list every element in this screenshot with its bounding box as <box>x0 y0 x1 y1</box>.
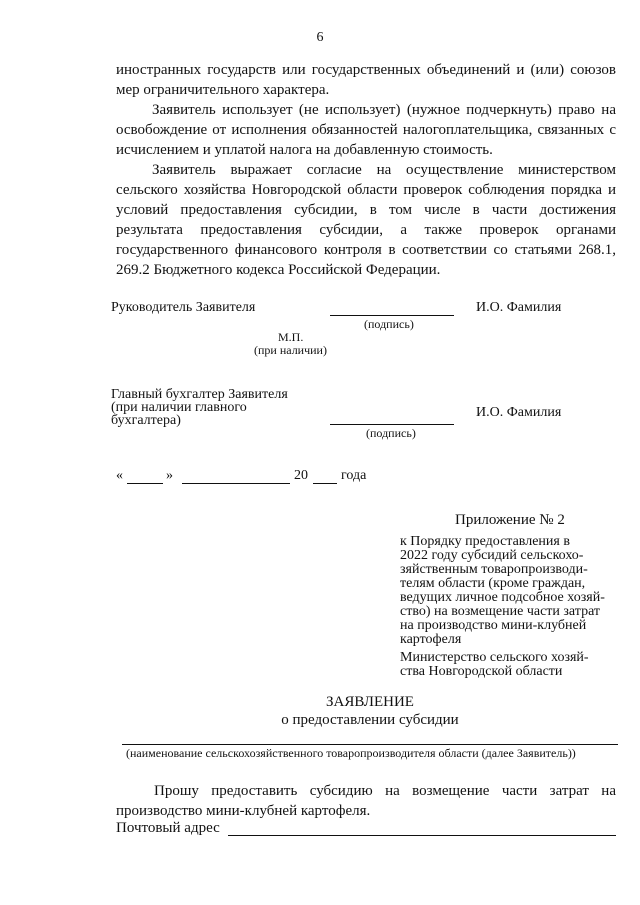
signature-hint: (подпись) <box>366 426 416 440</box>
appendix-order-line: телям области (кроме граждан, <box>400 576 586 591</box>
appendix-order-line: зяйственным товаропроизводи- <box>400 562 588 577</box>
open-quote: « <box>116 468 123 483</box>
appendix-order-line: картофеля <box>400 632 462 647</box>
signer-name: И.О. Фамилия <box>476 300 562 315</box>
month-field[interactable] <box>182 483 290 484</box>
text-line: результата предоставления субсидии, а также проверок органами <box>116 222 616 238</box>
text-line: сельского хозяйства Новгородской области проверок соблюдения порядка и <box>116 182 616 198</box>
appendix-order-line: ство) на возмещение части затрат <box>400 604 601 619</box>
text-line: Заявитель выражает согласие на осуществление министерством <box>152 162 616 178</box>
year-suffix: года <box>341 468 367 483</box>
statement-title: ЗАЯВЛЕНИЕ <box>326 694 414 710</box>
page-number: 6 <box>316 30 324 45</box>
stamp-hint: (при наличии) <box>254 343 327 357</box>
text-line: освобождение от исполнения обязанностей налогоплательщика, связанных с <box>116 122 616 138</box>
postal-address-field[interactable] <box>228 835 616 836</box>
signer-role-line: бухгалтера) <box>111 413 181 428</box>
signer-role-line: Главный бухгалтер Заявителя <box>111 387 288 402</box>
appendix-order-line: 2022 году субсидий сельскохо- <box>400 548 584 563</box>
close-quote: » <box>166 468 173 483</box>
signer-role-line: (при наличии главного <box>111 400 247 415</box>
text-line: Заявитель использует (не использует) (нужное подчеркнуть) право на <box>152 102 616 118</box>
stamp-label: М.П. <box>278 330 304 344</box>
signer-role: Руководитель Заявителя <box>111 300 256 315</box>
appendix-title: Приложение № 2 <box>455 512 565 528</box>
appendix-ministry-line: Министерство сельского хозяй- <box>400 650 589 665</box>
signature-hint: (подпись) <box>364 317 414 331</box>
text-line: мер ограничительного характера. <box>116 82 330 98</box>
postal-address-label: Почтовый адрес <box>116 820 220 836</box>
applicant-name-field[interactable] <box>122 744 618 745</box>
text-line: государственного финансового контроля в соответствии со статьями 268.1, <box>116 242 616 258</box>
statement-subtitle: о предоставлении субсидии <box>281 712 459 728</box>
applicant-hint: (наименование сельскохозяйственного товаропроизводителя области (далее Заявитель)) <box>126 746 576 760</box>
request-line: Прошу предоставить субсидию на возмещение части затрат на <box>154 783 616 799</box>
request-line: производство мини-клубней картофеля. <box>116 803 371 819</box>
year-field[interactable] <box>313 483 337 484</box>
text-line: иностранных государств или государственных объединений и (или) союзов <box>116 62 616 78</box>
appendix-order-line: к Порядку предоставления в <box>400 534 570 549</box>
signer-name: И.О. Фамилия <box>476 405 562 420</box>
appendix-ministry-line: ства Новгородской области <box>400 664 563 679</box>
text-line: 269.2 Бюджетного кодекса Российской Федерации. <box>116 262 441 278</box>
day-field[interactable] <box>127 483 163 484</box>
year-prefix: 20 <box>294 468 308 483</box>
text-line: исчислением и уплатой налога на добавленную стоимость. <box>116 142 493 158</box>
text-line: условий предоставления субсидии, в том числе в части достижения <box>116 202 616 218</box>
signature-field[interactable] <box>330 424 454 425</box>
signature-field[interactable] <box>330 315 454 316</box>
appendix-order-line: ведущих личное подсобное хозяй- <box>400 590 605 605</box>
appendix-order-line: на производство мини-клубней <box>400 618 587 633</box>
